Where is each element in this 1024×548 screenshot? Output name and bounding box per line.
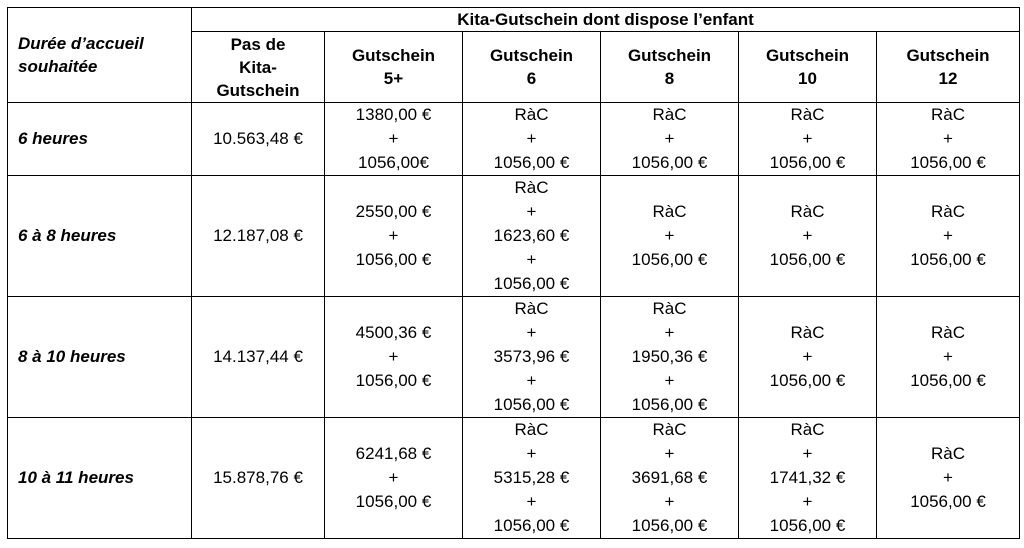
column-header-line: Kita- (239, 57, 277, 77)
cell-line: 1056,00 € (355, 492, 432, 511)
column-header-line: Gutschein (489, 46, 574, 65)
cell-line: 3573,96 € (493, 347, 570, 366)
table-cell (325, 103, 463, 176)
table-cell (877, 418, 1020, 539)
table-cell (463, 297, 601, 418)
cell-line: + (526, 492, 537, 511)
table-cell (739, 176, 877, 297)
cell-line: 1741,32 € (769, 468, 846, 487)
table-cell (192, 103, 325, 176)
cell-line: + (526, 323, 537, 342)
cell-line: + (664, 226, 675, 245)
cell-line: 1056,00 € (631, 250, 708, 269)
column-header-gutschein-8 (601, 32, 739, 103)
cell-line: RàC (790, 202, 825, 221)
table-cell (739, 418, 877, 539)
cell-line: 2550,00 € (355, 202, 432, 221)
table-cell (877, 103, 1020, 176)
cell-line: 1380,00 € (355, 105, 432, 124)
table-cell (601, 176, 739, 297)
row-label: 6 heures (8, 103, 192, 176)
table-cell (325, 176, 463, 297)
table-row (8, 176, 1020, 297)
cell-line: RàC (931, 323, 966, 342)
cell-line: + (526, 250, 537, 269)
cell-line: 1950,36 € (631, 347, 708, 366)
cell-line: 4500,36 € (355, 323, 432, 342)
table-cell (192, 297, 325, 418)
cell-line: 10.563,48 € (213, 129, 303, 148)
table-cell (192, 418, 325, 539)
cell-line: + (943, 226, 953, 245)
cell-line: 1056,00 € (910, 250, 986, 269)
duration-column-header (8, 8, 192, 103)
cell-line: RàC (790, 105, 825, 124)
cell-line: 1056,00 € (769, 250, 846, 269)
cell-line: + (664, 371, 675, 390)
column-header-line: 8 (664, 69, 675, 88)
cell-line: + (943, 347, 953, 366)
cell-line: 1056,00 € (631, 516, 708, 535)
table-cell (463, 418, 601, 539)
column-header-line: 12 (938, 69, 958, 88)
cell-line: 1056,00 € (769, 516, 846, 535)
table-cell (739, 297, 877, 418)
table-cell (601, 103, 739, 176)
cell-line: + (388, 347, 399, 366)
cell-line: 1056,00 € (910, 492, 986, 511)
header-row-top (8, 8, 1020, 32)
cell-line: 1056,00 € (493, 516, 570, 535)
cell-line: RàC (790, 323, 825, 342)
cell-line: RàC (514, 299, 549, 318)
cell-line: + (388, 226, 399, 245)
duration-header-line: souhaitée (18, 57, 98, 76)
table-cell (877, 176, 1020, 297)
table-row (8, 103, 1020, 176)
cell-line: RàC (931, 105, 966, 124)
cell-line: + (526, 444, 537, 463)
cell-line: 1056,00€ (358, 153, 429, 172)
row-label: 8 à 10 heures (8, 297, 192, 418)
table-cell (601, 418, 739, 539)
table-cell (877, 297, 1020, 418)
cell-line: 1056,00 € (631, 153, 708, 172)
cell-line: 14.137,44 € (213, 347, 303, 366)
kita-gutschein-table (7, 7, 1020, 539)
cell-line: + (388, 129, 399, 148)
column-header-gutschein-10 (739, 32, 877, 103)
cell-line: 1056,00 € (769, 153, 846, 172)
cell-line: 1056,00 € (769, 371, 846, 390)
voucher-group-header: Kita-Gutschein dont dispose l’enfant (192, 8, 1020, 32)
cell-line: RàC (652, 105, 687, 124)
cell-line: + (943, 129, 953, 148)
table-row (8, 297, 1020, 418)
cell-line: + (802, 492, 813, 511)
cell-line: RàC (652, 299, 687, 318)
cell-line: 1056,00 € (493, 395, 570, 414)
table-cell (325, 418, 463, 539)
cell-line: RàC (652, 202, 687, 221)
cell-line: 1623,60 € (493, 226, 570, 245)
column-header-line: Gutschein (216, 80, 300, 100)
table-row (8, 418, 1020, 539)
cell-line: 5315,28 € (493, 468, 570, 487)
cell-line: + (664, 323, 675, 342)
cell-line: 1056,00 € (910, 371, 986, 390)
cell-line: + (802, 226, 813, 245)
cell-line: + (526, 129, 537, 148)
table-cell (325, 297, 463, 418)
cell-line: + (664, 444, 675, 463)
cell-line: RàC (514, 178, 549, 197)
row-label: 10 à 11 heures (8, 418, 192, 539)
column-header-line: Pas de (230, 34, 286, 54)
cell-line: RàC (931, 444, 966, 463)
cell-line: 1056,00 € (355, 371, 432, 390)
cell-line: 3691,68 € (631, 468, 708, 487)
cell-line: + (802, 444, 813, 463)
column-header-line: Gutschein (351, 46, 436, 65)
column-header-gutschein-12 (877, 32, 1020, 103)
cell-line: RàC (931, 202, 966, 221)
cell-line: RàC (652, 420, 687, 439)
cell-line: 15.878,76 € (213, 468, 303, 487)
cell-line: 1056,00 € (493, 274, 570, 293)
cell-line: 1056,00 € (910, 153, 986, 172)
row-label: 6 à 8 heures (8, 176, 192, 297)
cell-line: + (388, 468, 399, 487)
cell-line: 6241,68 € (355, 444, 432, 463)
cell-line: + (526, 371, 537, 390)
column-header-gutschein-5plus (325, 32, 463, 103)
cell-line: + (802, 347, 813, 366)
column-header-line: 6 (526, 69, 537, 88)
table-cell (463, 176, 601, 297)
cell-line: 1056,00 € (493, 153, 570, 172)
column-header-line: Gutschein (627, 46, 712, 65)
cell-line: RàC (514, 420, 549, 439)
cell-line: + (526, 202, 537, 221)
cell-line: 1056,00 € (355, 250, 432, 269)
cell-line: + (943, 468, 953, 487)
column-header-no-voucher (192, 32, 325, 103)
cell-line: 12.187,08 € (213, 226, 303, 245)
column-header-line: Gutschein (906, 46, 990, 65)
column-header-line: 5+ (383, 69, 404, 88)
table-cell (739, 103, 877, 176)
cell-line: + (664, 129, 675, 148)
duration-header-line: Durée d’accueil (18, 34, 144, 53)
table-cell (601, 297, 739, 418)
cell-line: 1056,00 € (631, 395, 708, 414)
column-header-line: Gutschein (765, 46, 850, 65)
column-header-gutschein-6 (463, 32, 601, 103)
cell-line: + (664, 492, 675, 511)
column-header-line: 10 (798, 69, 817, 88)
table-cell (192, 176, 325, 297)
cell-line: RàC (790, 420, 825, 439)
cell-line: + (802, 129, 813, 148)
cell-line: RàC (514, 105, 549, 124)
table-cell (463, 103, 601, 176)
